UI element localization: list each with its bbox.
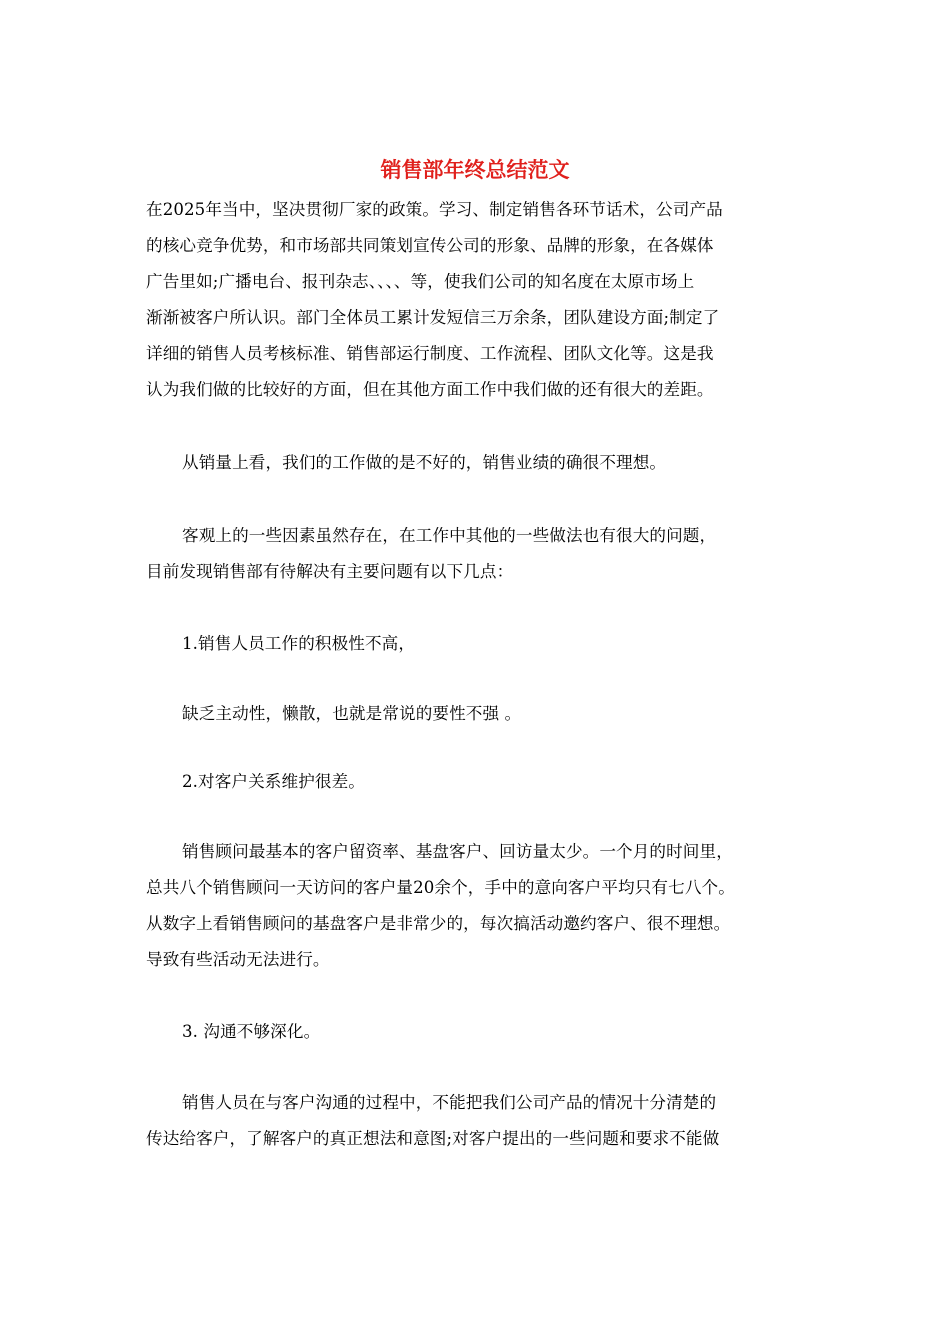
text-line: 详细的销售人员考核标准、销售部运行制度、工作流程、团队文化等。这是我: [146, 344, 714, 363]
text-line: 渐渐被客户所认识。部门全体员工累计发短信三万余条，团队建设方面;制定了: [146, 308, 720, 327]
text-line: 认为我们做的比较好的方面，但在其他方面工作中我们做的还有很大的差距。: [146, 380, 714, 399]
text-line: 客观上的一些因素虽然存在，在工作中其他的一些做法也有很大的问题，: [182, 526, 717, 545]
text-line: 在2025年当中，坚决贯彻厂家的政策。学习、制定销售各环节话术，公司产品: [146, 200, 723, 219]
text-line: 传达给客户，了解客户的真正想法和意图;对客户提出的一些问题和要求不能做: [146, 1129, 720, 1148]
text-line: 3. 沟通不够深化。: [182, 1022, 321, 1041]
text-line: 广告里如;广播电台、报刊杂志、、、、等，使我们公司的知名度在太原市场上: [146, 272, 695, 291]
text-line: 目前发现销售部有待解决有主要问题有以下几点：: [146, 562, 514, 581]
text-line: 从数字上看销售顾问的基盘客户是非常少的，每次搞活动邀约客户、很不理想。: [146, 914, 731, 933]
text-line: 的核心竞争优势，和市场部共同策划宣传公司的形象、品牌的形象，在各媒体: [146, 236, 714, 255]
text-line: 销售人员在与客户沟通的过程中，不能把我们公司产品的情况十分清楚的: [182, 1093, 717, 1112]
document-title: 销售部年终总结范文: [380, 157, 570, 182]
text-line: 1.销售人员工作的积极性不高，: [182, 634, 416, 653]
text-line: 从销量上看，我们的工作做的是不好的，销售业绩的确很不理想。: [182, 453, 667, 472]
text-line: 缺乏主动性，懒散，也就是常说的要性不强 。: [182, 704, 522, 723]
text-line: 销售顾问最基本的客户留资率、基盘客户、回访量太少。一个月的时间里，: [182, 842, 733, 861]
text-line: 2.对客户关系维护很差。: [182, 772, 365, 791]
text-line: 导致有些活动无法进行。: [146, 950, 330, 969]
text-line: 总共八个销售顾问一天访问的客户量20余个，手中的意向客户平均只有七八个。: [146, 878, 735, 897]
